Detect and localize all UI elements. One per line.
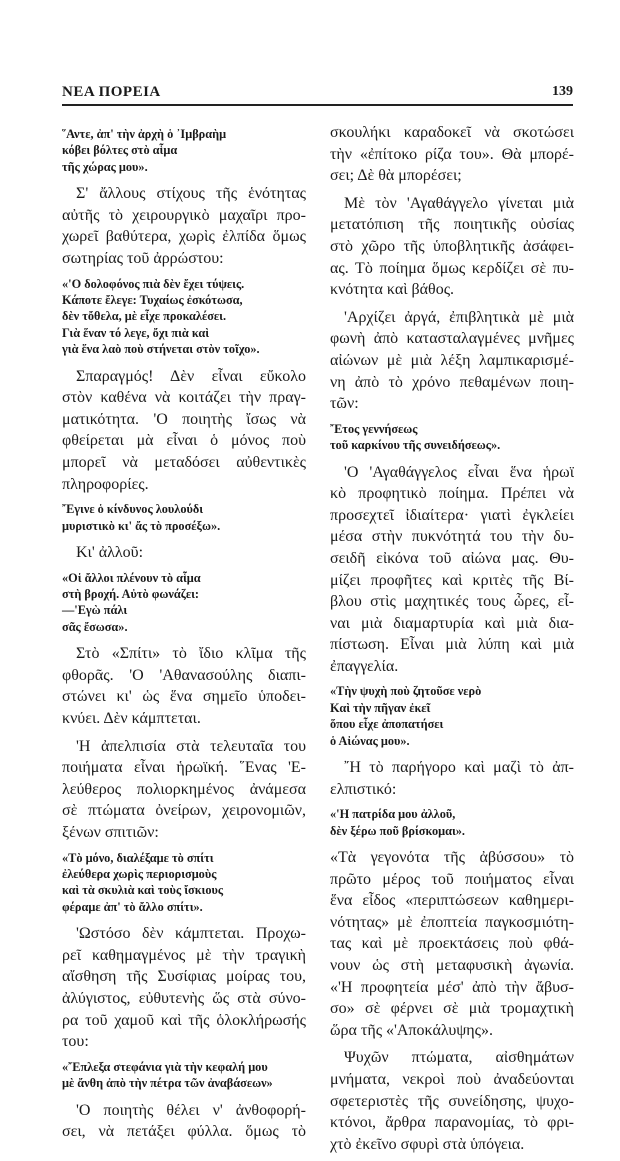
text-line: χτὸ ἐκεῖνο σφυρὶ στὰ ὑπόγεια. <box>330 1135 525 1153</box>
text-line: τὴν «ἐπίτοκο ρίζα του». Θὰ μπορέ- <box>330 145 574 163</box>
text-line: ῎Ετος γεννήσεως <box>330 421 418 436</box>
text-line: μίζει προφῆτες καὶ κριτὲς τῆς Βί- <box>330 571 574 589</box>
text-line: του: <box>62 1033 89 1051</box>
text-line: ἕνα εἶδος «περιπτώσεων καθημερι- <box>330 892 574 910</box>
text-line: κνύει. Δὲν κάμπτεται. <box>62 710 201 727</box>
text-line: τοῦ καρκίνου τῆς συνειδήσεως». <box>330 438 501 453</box>
text-line: ἐπαγγελία. <box>330 657 399 675</box>
right-column <box>330 122 574 1161</box>
text-line: φωνὴ ἀπὸ κατασταλαγμένες μνῆμες <box>330 330 574 348</box>
left-column <box>62 122 306 1149</box>
paragraph <box>330 1047 574 1155</box>
text-line: βλου στὶς μαχητικές τους ὧρες, εἶ- <box>330 593 574 611</box>
text-line: σὲ πτώματα ὀνείρων, χειρονομιῶν, <box>62 802 306 820</box>
text-line: «῎Επλεξα στεφάνια γιὰ τὴν κεφαλή μου <box>62 1059 268 1074</box>
text-line: μνήματα, νεκροὶ ποὺ ἀναδεύονται <box>330 1071 574 1089</box>
text-line: ξένων σπιτιῶν: <box>62 823 159 841</box>
text-line: ὅπου εἶχε ἀποπατήσει <box>330 717 444 732</box>
text-line: 'Ο ποιητὴς θέλει ν' ἀνθοφορή- <box>76 1101 306 1119</box>
paragraph <box>330 122 574 187</box>
poem-quote <box>62 850 306 916</box>
text-line: σκουλήκι καραδοκεῖ νὰ σκοτώσει <box>330 124 574 141</box>
paragraph <box>330 307 574 415</box>
text-line: δὲν ξέρω ποῦ βρίσκομαι». <box>330 823 465 838</box>
text-line: πίστωση. Εἶναι μιὰ λύπη καὶ μιὰ <box>330 636 574 654</box>
text-line: καὶ τὰ σκυλιὰ καὶ τοὺς ἴσκιους <box>62 883 224 898</box>
paragraph <box>62 643 306 729</box>
text-line: τας καὶ μὲ προεκτάσεις ποὺ φθά- <box>330 935 574 953</box>
text-line: γιὰ ἕνα λαὸ ποὺ στήνεται στὸν τοῖχο». <box>62 342 260 357</box>
text-line: μὲ ἄνθη ἀπὸ τὴν πέτρα τῶν ἀναβάσεων» <box>62 1076 273 1091</box>
paragraph <box>330 462 574 678</box>
text-line: ας. Τὸ ποίημα ὅμως κερδίζει σὲ πυ- <box>330 259 574 277</box>
text-line: σᾶς ἔσωσα». <box>62 619 128 634</box>
text-line: κτόνοι, ἄρθρα παρανομίας, τὸ φρι- <box>330 1114 574 1132</box>
poem-quote <box>330 683 574 749</box>
text-line: Στὸ «Σπίτι» τὸ ἴδιο κλῖμα τῆς <box>76 645 306 663</box>
text-line: «Οἱ ἄλλοι πλένουν τὸ αἷμα <box>62 570 201 585</box>
text-line: αὐτῆς τὸ χειρουργικὸ μαχαῖρι προ- <box>62 206 306 224</box>
paragraph <box>62 542 306 564</box>
text-line: «Τὰ γεγονότα τῆς ἀβύσσου» τὸ <box>330 849 574 867</box>
text-line: —'Εγὼ πάλι <box>62 603 128 618</box>
text-line: ῎Η τὸ παρήγορο καὶ μαζὶ τὸ ἀπ- <box>344 759 574 777</box>
text-line: σειδῆ εἰκόνα τοῦ αἰώνα μας. Θυ- <box>330 549 574 567</box>
text-line: αἰώνων μὲ μιὰ λέξη λαμπικαρισμέ- <box>330 351 574 369</box>
poem-quote <box>330 421 574 454</box>
text-line: μετατόπιση τῆς ποιητικῆς οὐσίας <box>330 216 574 234</box>
text-line: κὸ προφητικὸ ποίημα. Πρέπει νὰ <box>330 485 574 503</box>
text-line: τῆς χώρας μου». <box>62 159 148 174</box>
text-line: σωτηρίας τοῦ ἀρρώστου: <box>62 250 224 267</box>
page-number: 139 <box>552 84 573 99</box>
text-line: μυριστικὸ κι' ἄς τὸ προσέξω». <box>62 518 221 533</box>
text-line: 'Ο 'Αγαθάγγελος εἶναι ἕνα ἡρωϊ <box>344 463 574 481</box>
text-line: Κι' ἀλλοῦ: <box>76 544 144 561</box>
text-line: φθείρεται μὰ εἶναι ὁ μόνος ποὺ <box>62 432 306 450</box>
text-line: κνότητα καὶ βάθος. <box>330 281 455 299</box>
text-line: πληροφορίες. <box>62 475 149 493</box>
text-line: ματικότητα. 'Ο ποιητὴς ἴσως νὰ <box>62 410 306 428</box>
poem-quote <box>62 570 306 636</box>
journal-title: ΝΕΑ ΠΟΡΕΙΑ <box>62 84 161 100</box>
text-line: λεύθερος πολιορκημένος ἀνάμεσα <box>62 780 306 798</box>
text-line: δὲν τὄθελα, μὲ εἶχε προκαλέσει. <box>62 309 227 324</box>
paragraph <box>330 847 574 1041</box>
text-line: στὸν καθένα νὰ κοιτάζει τὴν πραγ- <box>62 389 306 407</box>
text-line: σο» σὲ φέρνει σὲ μιὰ τρομαχτικὴ <box>330 1000 574 1018</box>
text-line: χωρεῖ βαθύτερα, χωρὶς ἐλπίδα ὅμως <box>62 228 306 246</box>
text-line: Σ' ἄλλους στίχους τῆς ἑνότητας <box>76 185 306 203</box>
poem-quote <box>62 1059 306 1092</box>
paragraph <box>330 757 574 800</box>
running-header <box>62 80 573 106</box>
text-line: ὥρα τῆς «'Αποκάλυψης». <box>330 1021 493 1039</box>
text-line: ποιήματα εἶναι ἡρωϊκή. ῞Ενας 'Ε- <box>62 759 306 777</box>
poem-quote <box>62 501 306 534</box>
text-line: 'Αρχίζει ἀργά, ἐπιβλητικὰ μὲ μιὰ <box>344 308 574 326</box>
paragraph <box>62 183 306 269</box>
text-line: νουν ὡς στὴ μεταφυσικὴ ἀγωνία. <box>330 957 574 975</box>
text-line: ρα τοῦ χαμοῦ καὶ τῆς ὁλοκλήρωσής <box>62 1011 306 1029</box>
text-line: «'Η προφητεία μέσ' ἀπὸ τὴν ἄβυσ- <box>330 978 574 996</box>
paragraph <box>62 1100 306 1143</box>
text-line: σει, νὰ πετάξει φύλλα. ὅμως τὸ <box>62 1123 306 1141</box>
text-line: ελπιστικό: <box>330 780 397 798</box>
text-line: πρῶτο μέρος τοῦ ποιήματος εἶναι <box>330 870 574 888</box>
text-line: «'Ο δολοφόνος πιὰ δὲν ἔχει τύψεις. <box>62 276 245 291</box>
text-line: «Τὸ μόνο, διαλέξαμε τὸ σπίτι <box>62 850 214 865</box>
text-line: 'Ωστόσο δὲν κάμπτεται. Προχω- <box>76 925 306 943</box>
poem-quote <box>62 126 306 175</box>
text-line: ναι μιὰ διαμαρτυρία καὶ μιὰ δια- <box>330 614 574 632</box>
paragraph <box>62 923 306 1053</box>
text-line: αἴσθηση τῆς Συσίφιας μοίρας του, <box>62 968 306 986</box>
text-line: προσεχτεῖ ἰδιαίτερα· γιατὶ ἐγκλείει <box>330 506 574 524</box>
text-line: μπορεῖ νὰ μεταδόσει αὐθεντικὲς <box>62 454 306 471</box>
text-line: ῞Αντε, ἀπ' τὴν ἀρχὴ ὁ ᾿Ιμβραὴμ <box>62 127 227 141</box>
text-line: «'Η πατρίδα μου ἀλλοῦ, <box>330 807 456 822</box>
text-line: ἐλεύθερα χωρὶς περιορισμοὺς <box>62 866 217 881</box>
text-line: Κάποτε ἔλεγε: Τυχαίως ἐσκότωσα, <box>62 293 243 307</box>
text-line: σφετεριστὲς τῆς συνείδησης, ψυχο- <box>330 1092 574 1110</box>
text-line: Σπαραγμός! Δὲν εἶναι εὔκολο <box>76 367 306 385</box>
text-line: σει; Δὲ θὰ μπορέσει; <box>330 167 462 185</box>
text-line: ῎Εγινε ὁ κίνδυνος λουλούδι <box>62 502 204 517</box>
poem-quote <box>330 806 574 839</box>
text-line: μέσα στὴν πυκνότητά του τὴν δυ- <box>330 528 574 546</box>
paragraph <box>62 366 306 496</box>
text-line: Μὲ τὸν 'Αγαθάγγελο γίνεται μιὰ <box>344 194 574 212</box>
text-line: 'Η ἀπελπισία στὰ τελευταῖα του <box>76 737 306 755</box>
text-line: ρεῖ καθημαγμένος μὲ τὴν τραγικὴ <box>62 946 306 964</box>
poem-quote <box>62 276 306 358</box>
text-line: στὸ χῶρο τῆς ὑποβλητικῆς ἀσάφει- <box>330 237 574 255</box>
text-line: κόβει βόλτες στὸ αἷμα <box>62 143 178 158</box>
text-line: ἀλύγιστος, εὐθυτενὴς ὥς στὰ σύνο- <box>62 989 306 1007</box>
text-line: νη ἀπὸ τὸ χρόνο πεθαμένων ποιη- <box>330 373 574 391</box>
text-line: «Τὴν ψυχὴ ποὺ ζητοῦσε νερὸ <box>330 684 482 699</box>
paragraph <box>330 193 574 301</box>
text-line: Γιὰ ἕναν τό λεγε, ὄχι πιὰ καὶ <box>62 325 210 340</box>
paragraph <box>62 736 306 844</box>
text-line: ὁ Αἰώνας μου». <box>330 733 410 748</box>
text-line: φέραμε ἀπ' τὸ ἄλλο σπίτι». <box>62 899 203 914</box>
text-line: Καὶ τὴν πῆγαν ἐκεῖ <box>330 700 431 715</box>
text-line: φθορᾶς. 'Ο 'Αθανασούλης διαπι- <box>62 666 306 684</box>
text-line: στώνει κι' ὡς ἕνα σημεῖο ὑποδει- <box>62 688 306 706</box>
text-line: στὴ βροχή. Αὐτὸ φωνάζει: <box>62 587 200 601</box>
text-line: Ψυχῶν πτώματα, αἰσθημάτων <box>344 1049 574 1067</box>
text-line: νότητας» μὲ ἐποπτεία παγκοσμιότη- <box>330 913 574 931</box>
text-line: τῶν: <box>330 395 359 413</box>
